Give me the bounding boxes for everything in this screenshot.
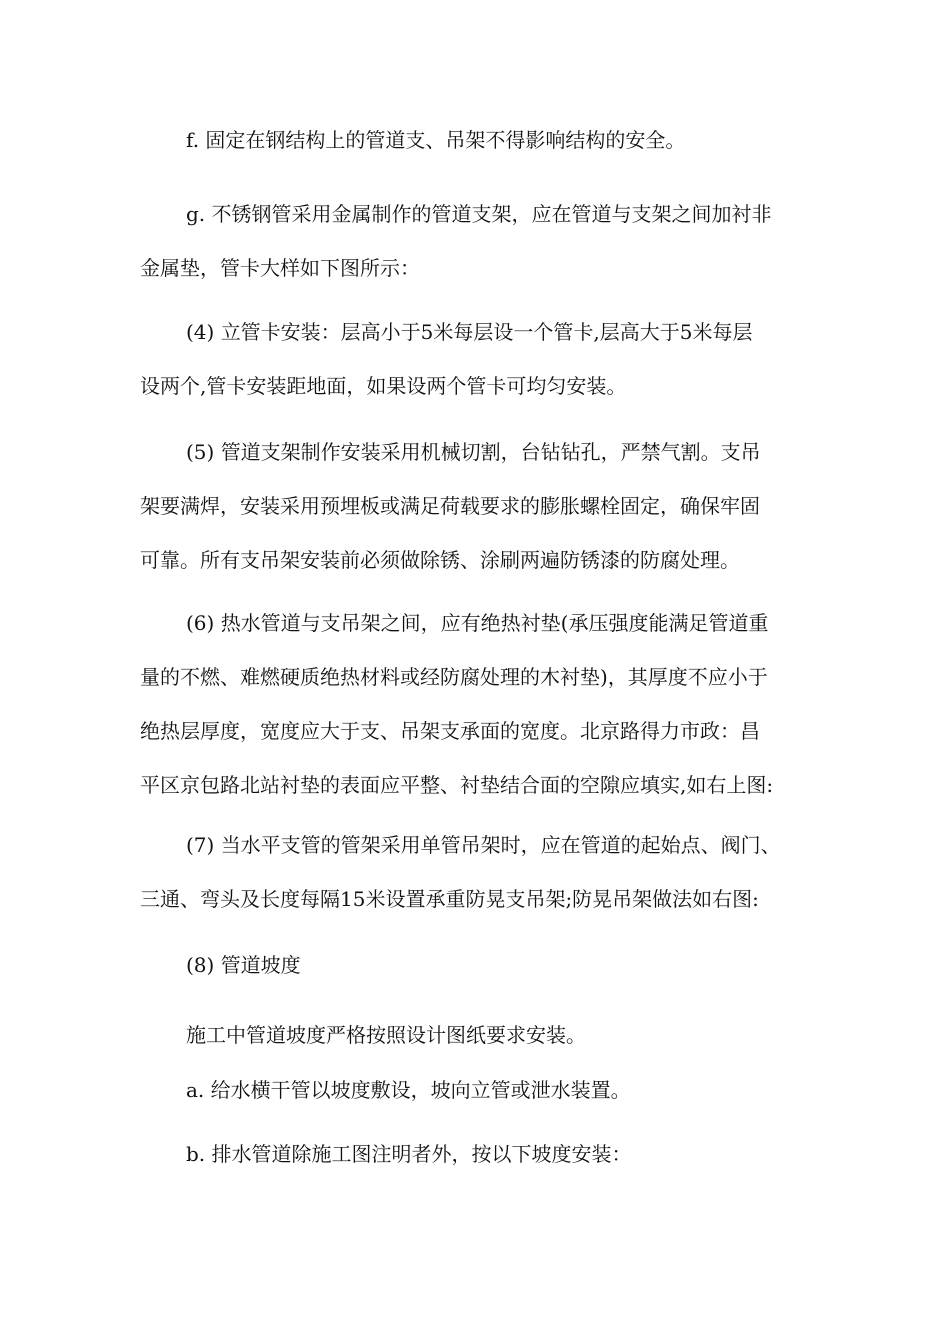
- text-line: 平区京包路北站衬垫的表面应平整、衬垫结合面的空隙应填实,如右上图:: [140, 773, 774, 797]
- paragraph-8-heading: [140, 938, 830, 992]
- text-line: 设两个,管卡安装距地面，如果设两个管卡可均匀安装。: [140, 374, 627, 398]
- paragraph-a: [140, 1063, 830, 1117]
- text-line: b. 排水管道除施工图注明者外，按以下坡度安装：: [186, 1142, 632, 1166]
- text-line: a. 给水横干管以坡度敷设，坡向立管或泄水装置。: [186, 1078, 631, 1102]
- paragraph-slope-intro: [140, 1008, 830, 1062]
- text-line: 三通、弯头及长度每隔15米设置承重防晃支吊架;防晃吊架做法如右图:: [140, 887, 759, 911]
- text-line: (7) 当水平支管的管架采用单管吊架时，应在管道的起始点、阀门、: [186, 833, 781, 857]
- paragraph-f: [140, 113, 830, 167]
- text-line: (6) 热水管道与支吊架之间，应有绝热衬垫(承压强度能满足管道重: [186, 611, 769, 635]
- paragraph-5: [140, 425, 830, 587]
- text-line: g. 不锈钢管采用金属制作的管道支架，应在管道与支架之间加衬非: [186, 202, 772, 226]
- text-line: 金属垫，管卡大样如下图所示：: [140, 256, 420, 280]
- text-line: 可靠。所有支吊架安装前必须做除锈、涂刷两遍防锈漆的防腐处理。: [140, 548, 740, 572]
- text-line: f. 固定在钢结构上的管道支、吊架不得影响结构的安全。: [186, 128, 686, 152]
- paragraph-b: [140, 1127, 830, 1181]
- text-line: 施工中管道坡度严格按照设计图纸要求安装。: [186, 1023, 586, 1047]
- text-line: (4) 立管卡安装：层高小于5米每层设一个管卡,层高大于5米每层: [186, 320, 753, 344]
- text-line: (8) 管道坡度: [186, 953, 301, 977]
- text-line: 绝热层厚度，宽度应大于支、吊架支承面的宽度。北京路得力市政：昌: [140, 719, 760, 743]
- text-line: 量的不燃、难燃硬质绝热材料或经防腐处理的木衬垫)，其厚度不应小于: [140, 665, 768, 689]
- paragraph-6: [140, 596, 830, 812]
- paragraph-g: [140, 187, 830, 295]
- paragraph-7: [140, 818, 830, 926]
- text-line: (5) 管道支架制作安装采用机械切割，台钻钻孔，严禁气割。支吊: [186, 440, 761, 464]
- paragraph-4: [140, 305, 830, 413]
- text-line: 架要满焊，安装采用预埋板或满足荷载要求的膨胀螺栓固定，确保牢固: [140, 494, 760, 518]
